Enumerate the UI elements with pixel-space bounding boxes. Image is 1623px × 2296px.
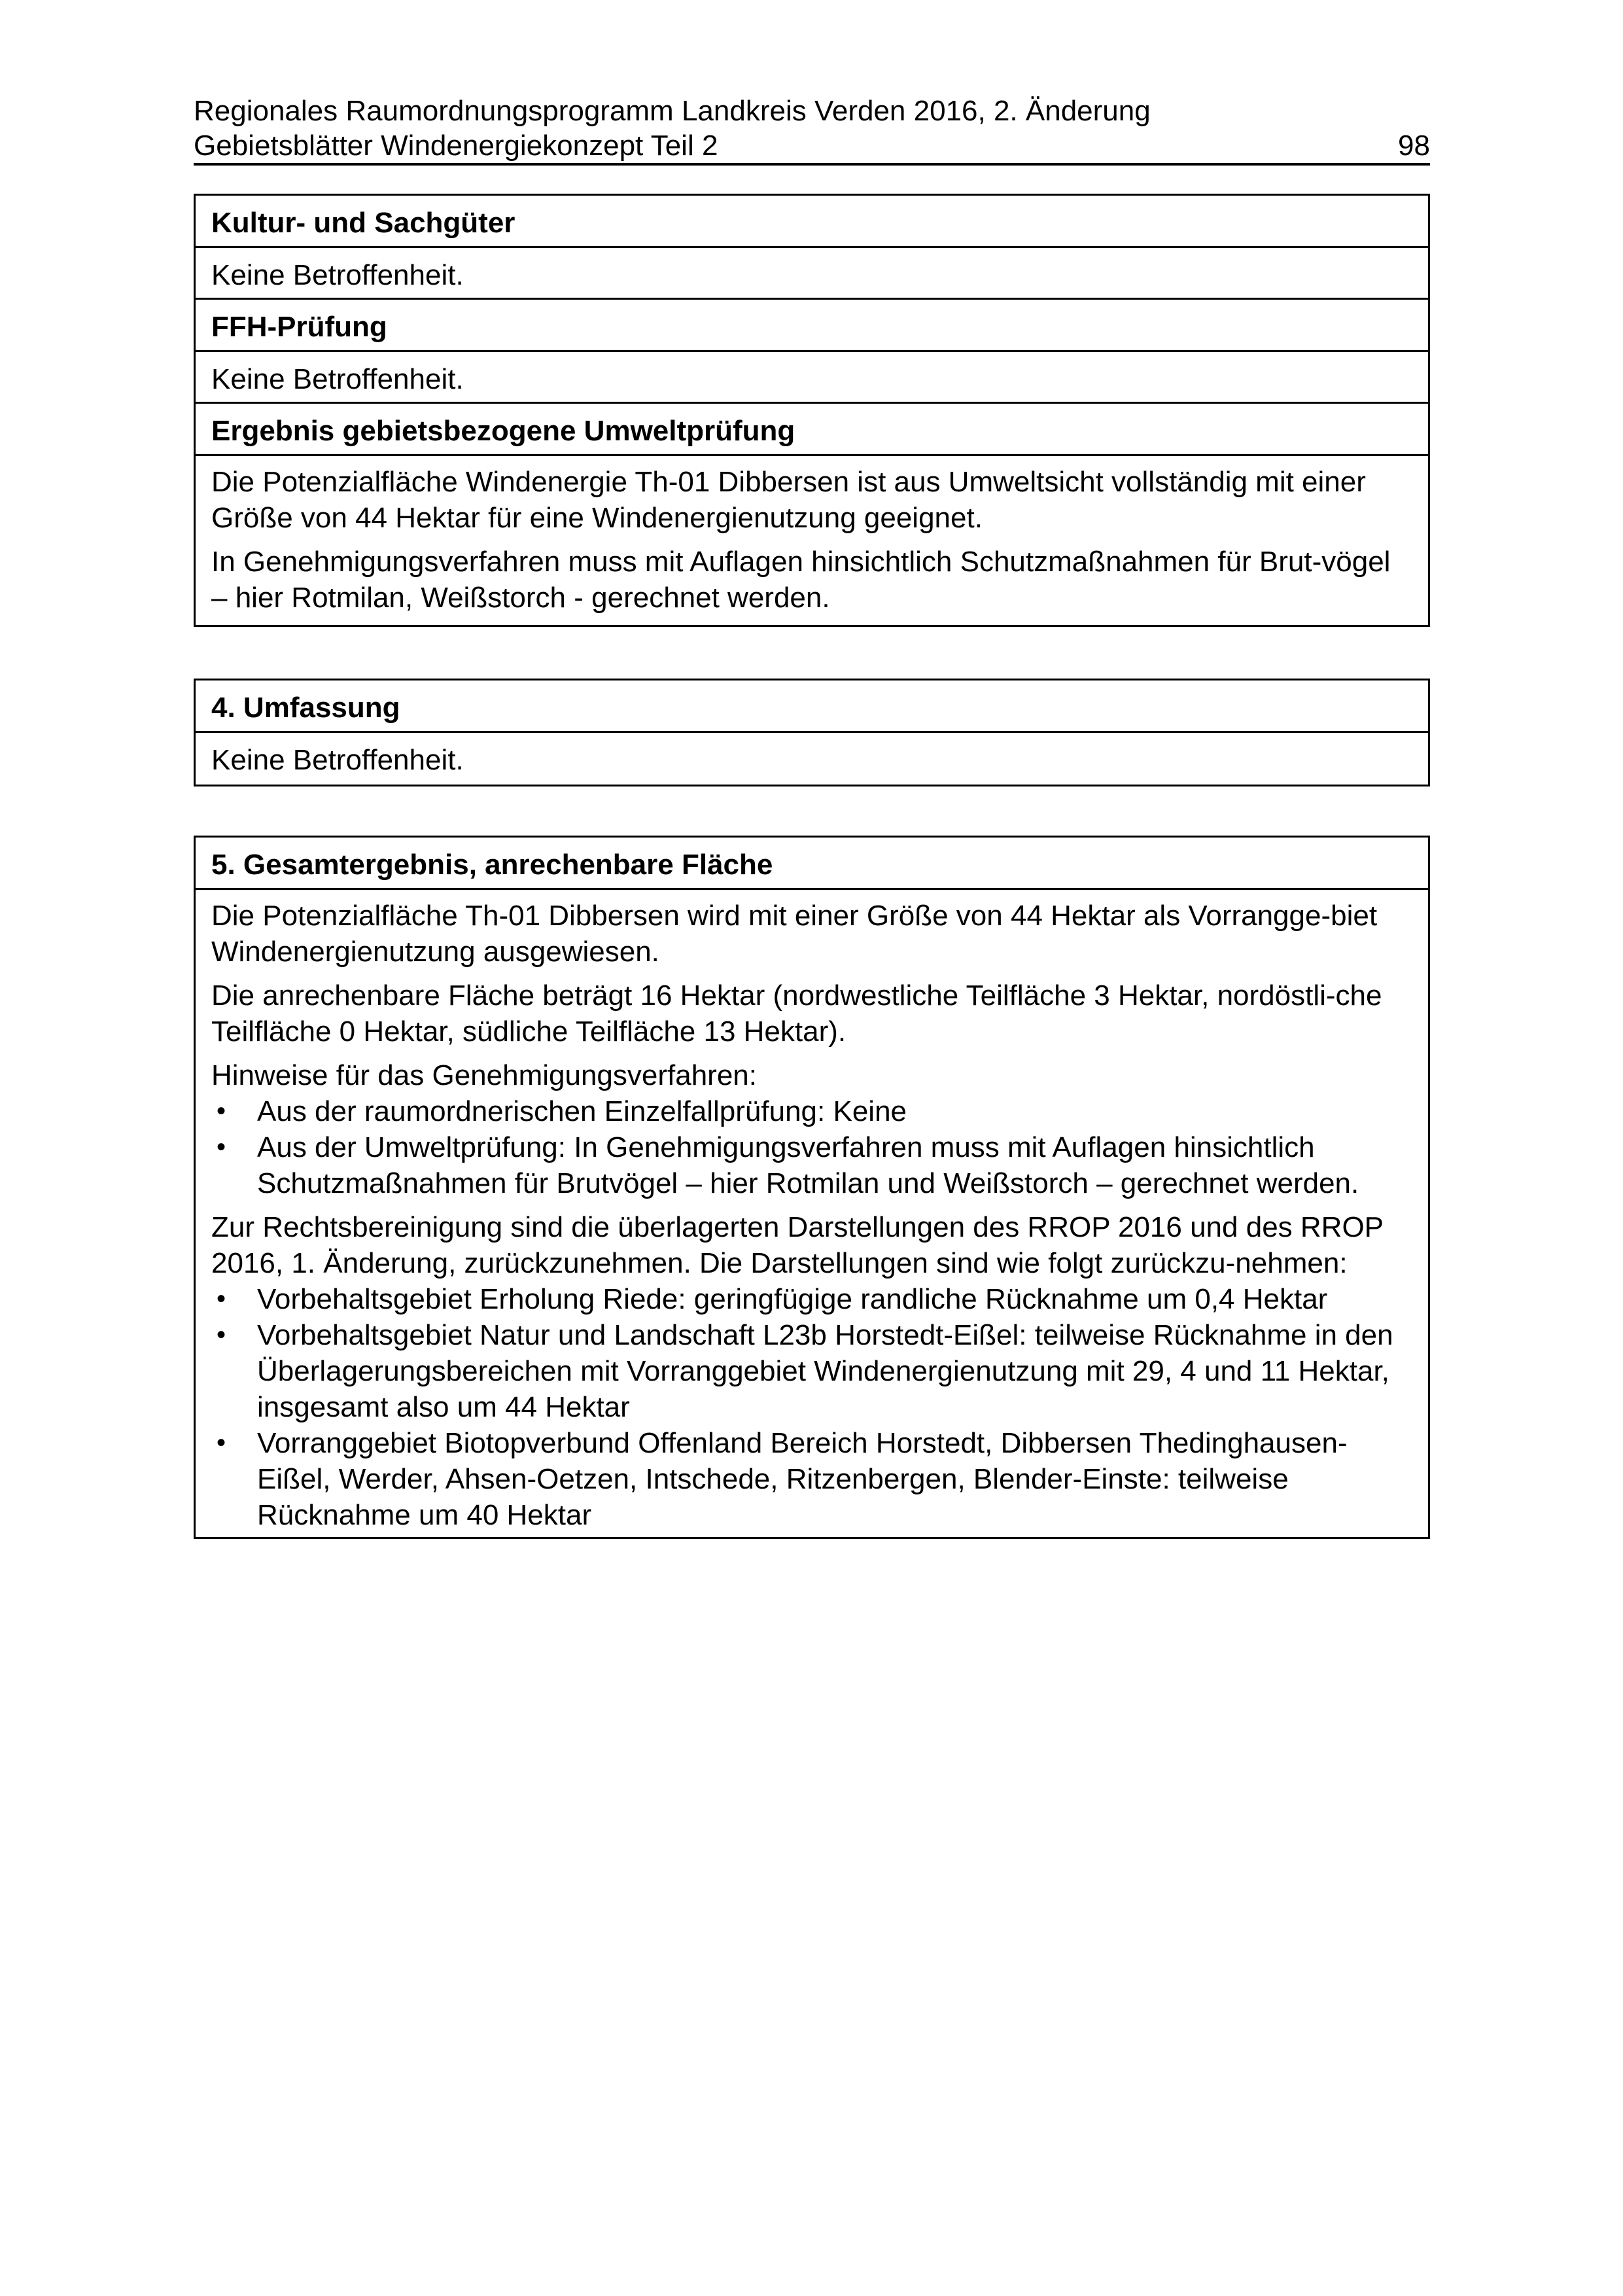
bullet-icon: • <box>217 1284 226 1313</box>
list-item-text: Aus der Umweltprüfung: In Genehmigungsverfahren muss mit Auflagen hinsichtlich Schutzmaßnahmen für Brutvögel – hier Rotmilan und Weißstorch – gerechnet werden. <box>257 1131 1359 1199</box>
list-item <box>211 1281 1412 1317</box>
cultural-assets-text: Keine Betroffenheit. <box>196 248 1428 300</box>
bullet-icon: • <box>217 1320 226 1349</box>
environment-result-paragraph: Die Potenzialfläche Windenergie Th-01 Dibbersen ist aus Umweltsicht vollständig mit einer Größe von 44 Hektar für eine Windenergienutzung geeignet. <box>211 466 1366 534</box>
overall-result-body <box>196 890 1428 1537</box>
hints-intro: Hinweise für das Genehmigungsverfahren: <box>211 1059 758 1091</box>
page-header <box>194 93 1430 166</box>
overall-result-heading: 5. Gesamtergebnis, anrechenbare Fläche <box>196 838 1428 890</box>
list-item <box>211 1129 1412 1201</box>
environment-assessment-table <box>194 194 1430 627</box>
cleanup-intro: Zur Rechtsbereinigung sind die überlagerten Darstellungen des RROP 2016 und des RROP 2016, 1. Änderung, zurückzunehmen. Die Darstellungen sind wie folgt zurückzu-nehmen: <box>211 1211 1384 1279</box>
overall-result-table <box>194 836 1430 1539</box>
bullet-icon: • <box>217 1133 226 1161</box>
list-item <box>211 1093 1412 1129</box>
bullet-icon: • <box>217 1428 226 1457</box>
environment-result-paragraph: In Genehmigungsverfahren muss mit Auflagen hinsichtlich Schutzmaßnahmen für Brut-vögel – hier Rotmilan, Weißstorch - gerechnet werden. <box>211 546 1391 614</box>
list-item-text: Aus der raumordnerischen Einzelfallprüfung: Keine <box>257 1095 907 1127</box>
header-subtitle-row <box>194 129 1430 166</box>
cleanup-list <box>211 1281 1412 1533</box>
environment-result-body <box>196 456 1428 625</box>
hints-list <box>211 1093 1412 1201</box>
bullet-icon: • <box>217 1097 226 1125</box>
document-subtitle: Gebietsblätter Windenergiekonzept Teil 2 <box>194 130 718 162</box>
list-item-text: Vorbehaltsgebiet Erholung Riede: geringfügige randliche Rücknahme um 0,4 Hektar <box>257 1283 1328 1315</box>
list-item <box>211 1425 1412 1533</box>
list-item-text: Vorbehaltsgebiet Natur und Landschaft L23b Horstedt-Eißel: teilweise Rücknahme in den Überlagerungsbereichen mit Vorranggebiet Windenergienutzung mit 29, 4 und 11 Hektar, insgesamt also um 44 Hektar <box>257 1319 1393 1423</box>
cultural-assets-heading: Kultur- und Sachgüter <box>196 196 1428 248</box>
designation-paragraph: Die Potenzialfläche Th-01 Dibbersen wird mit einer Größe von 44 Hektar als Vorrangge-biet Windenergienutzung ausgewiesen. <box>211 900 1378 968</box>
enclosure-table <box>194 679 1430 786</box>
list-item <box>211 1317 1412 1425</box>
ffh-check-heading: FFH-Prüfung <box>196 300 1428 352</box>
list-item-text: Vorranggebiet Biotopverbund Offenland Bereich Horstedt, Dibbersen Thedinghausen-Eißel, Werder, Ahsen-Oetzen, Intschede, Ritzenbergen, Blender-Einste: teilweise Rücknahme um 40 Hektar <box>257 1427 1348 1531</box>
enclosure-heading: 4. Umfassung <box>196 680 1428 733</box>
document-title: Regionales Raumordnungsprogramm Landkreis Verden 2016, 2. Änderung <box>194 95 1151 127</box>
creditable-area-paragraph: Die anrechenbare Fläche beträgt 16 Hektar (nordwestliche Teilfläche 3 Hektar, nordöstli-che Teilfläche 0 Hektar, südliche Teilfläche 13 Hektar). <box>211 980 1382 1048</box>
page-number: 98 <box>1398 130 1430 162</box>
environment-result-heading: Ergebnis gebietsbezogene Umweltprüfung <box>196 404 1428 456</box>
enclosure-text: Keine Betroffenheit. <box>211 744 464 776</box>
ffh-check-text: Keine Betroffenheit. <box>196 352 1428 404</box>
